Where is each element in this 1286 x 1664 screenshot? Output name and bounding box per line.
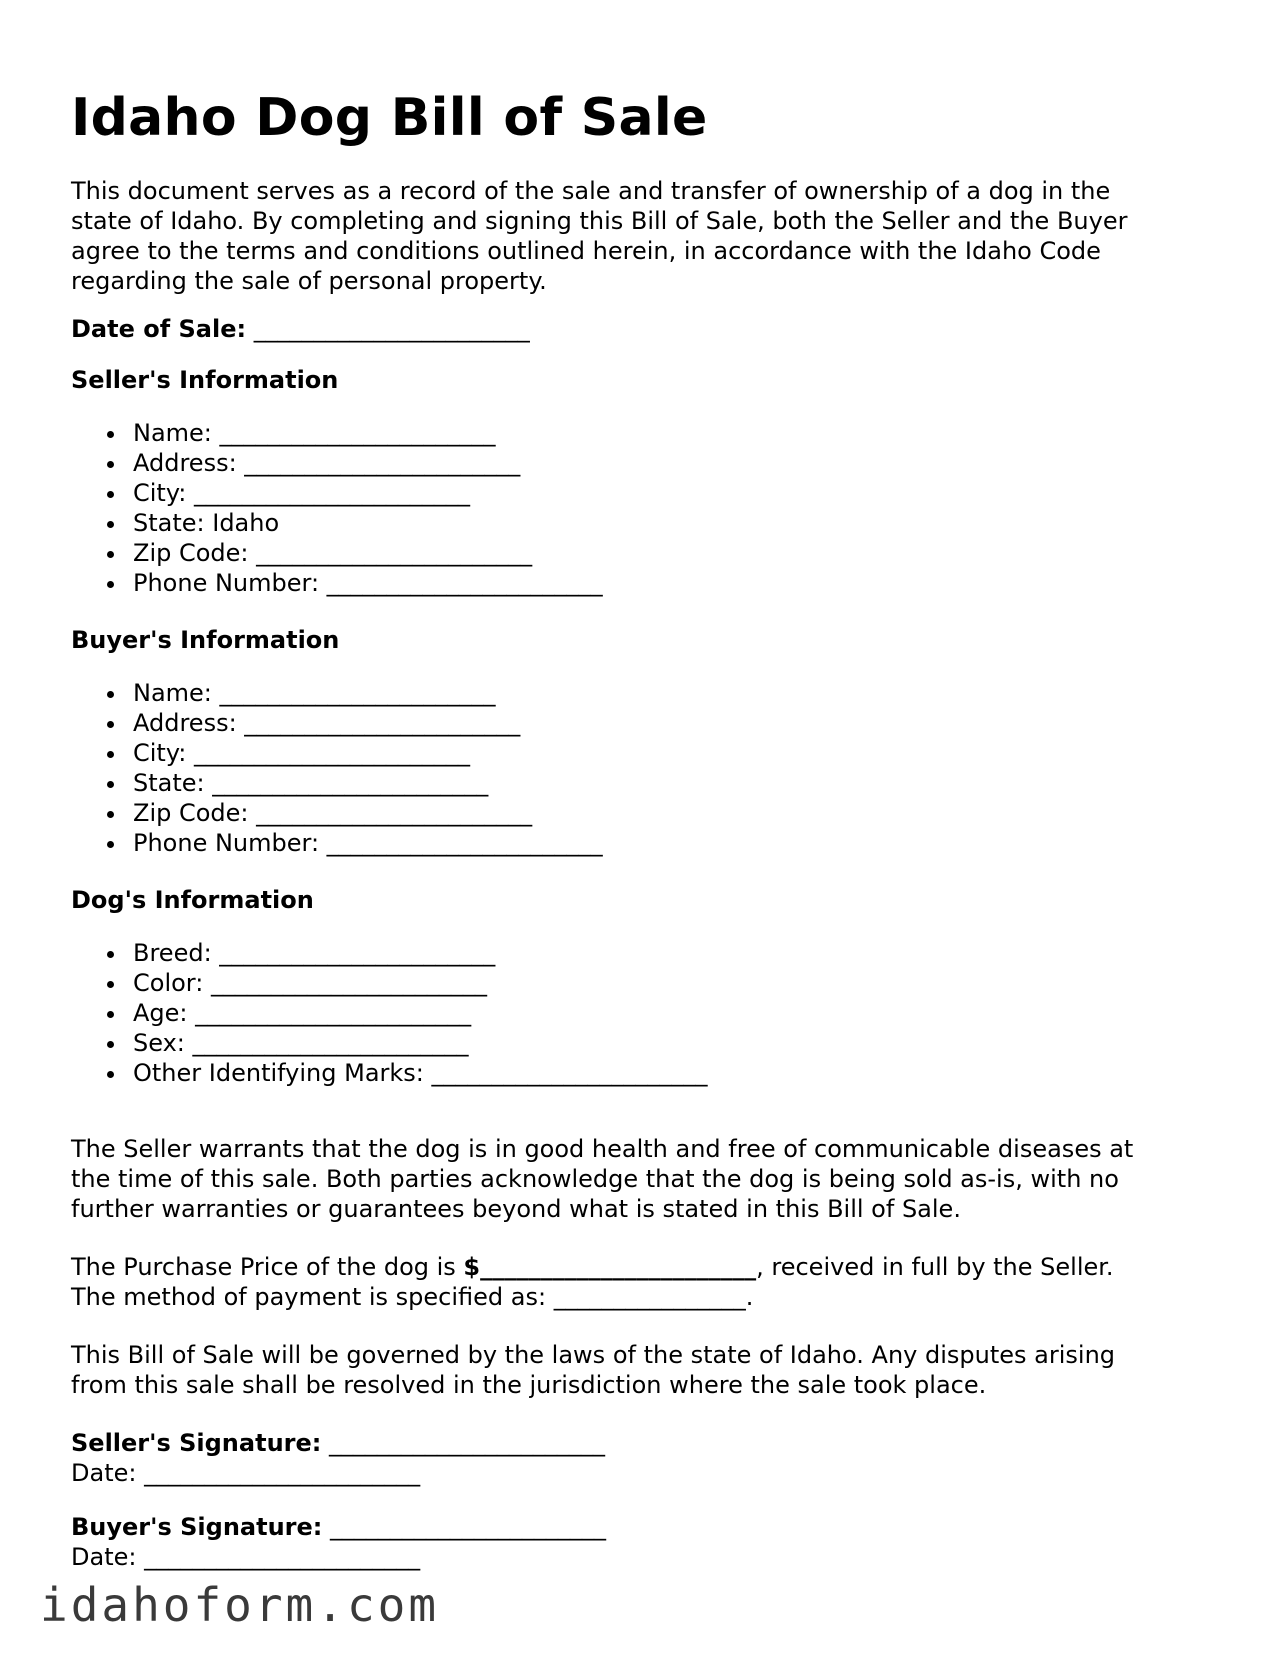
buyer-info-list [71, 678, 603, 858]
buyer-name-field[interactable]: Name: _______________________ [71, 678, 603, 708]
buyer-state-field[interactable]: State: _______________________ [71, 768, 603, 798]
seller-info-list [71, 418, 603, 598]
buyer-info-heading: Buyer's Information [71, 626, 340, 654]
buyer-phone-field[interactable]: Phone Number: _______________________ [71, 828, 603, 858]
warranty-paragraph [71, 1134, 1221, 1224]
seller-signature-block [71, 1428, 1221, 1488]
governing-line: This Bill of Sale will be governed by the laws of the state of Idaho. Any disputes arising [71, 1341, 1116, 1369]
date-of-sale-field[interactable]: _______________________ [246, 315, 530, 343]
governing-law-paragraph [71, 1340, 1221, 1400]
price-line [71, 1252, 1221, 1282]
seller-signature-field[interactable]: _______________________ [321, 1429, 605, 1457]
dog-sex-field[interactable]: Sex: _______________________ [71, 1028, 708, 1058]
buyer-signature-field[interactable]: _______________________ [322, 1513, 607, 1541]
buyer-zip-field[interactable]: Zip Code: _______________________ [71, 798, 603, 828]
intro-line: This document serves as a record of the sale and transfer of ownership of a dog in the [71, 177, 1111, 205]
governing-line: from this sale shall be resolved in the jurisdiction where the sale took place. [71, 1371, 987, 1399]
buyer-signature-block [71, 1512, 1221, 1572]
intro-line: agree to the terms and conditions outlined herein, in accordance with the Idaho Code [71, 237, 1101, 265]
intro-paragraph [71, 176, 1221, 296]
price-paragraph [71, 1252, 1221, 1312]
payment-method-field[interactable]: The method of payment is specified as: ________________. [71, 1283, 754, 1311]
document-title: Idaho Dog Bill of Sale [71, 88, 708, 148]
seller-info-heading: Seller's Information [71, 366, 339, 394]
seller-name-field[interactable]: Name: _______________________ [71, 418, 603, 448]
price-text-start: The Purchase Price of the dog is [71, 1253, 464, 1281]
warranty-line: the time of this sale. Both parties acknowledge that the dog is being sold as-is, with no [71, 1165, 1119, 1193]
dog-info-heading: Dog's Information [71, 886, 314, 914]
price-text-end: , received in full by the Seller. [756, 1253, 1114, 1281]
buyer-address-field[interactable]: Address: _______________________ [71, 708, 603, 738]
dog-info-list [71, 938, 708, 1088]
dog-breed-field[interactable]: Breed: _______________________ [71, 938, 708, 968]
dog-marks-field[interactable]: Other Identifying Marks: _______________________ [71, 1058, 708, 1088]
seller-signature-label: Seller's Signature: [71, 1429, 322, 1457]
dog-color-field[interactable]: Color: _______________________ [71, 968, 708, 998]
buyer-signature-label: Buyer's Signature: [71, 1513, 323, 1541]
seller-date-field[interactable]: Date: _______________________ [71, 1459, 421, 1487]
intro-line: state of Idaho. By completing and signing this Bill of Sale, both the Seller and the Buyer [71, 207, 1128, 235]
site-watermark: idahoform.com [40, 1578, 440, 1632]
intro-line: regarding the sale of personal property. [71, 267, 547, 295]
seller-city-field[interactable]: City: _______________________ [71, 478, 603, 508]
buyer-date-field[interactable]: Date: _______________________ [71, 1543, 421, 1571]
seller-address-field[interactable]: Address: _______________________ [71, 448, 603, 478]
seller-zip-field[interactable]: Zip Code: _______________________ [71, 538, 603, 568]
seller-state-field: State: Idaho [71, 508, 603, 538]
dog-age-field[interactable]: Age: _______________________ [71, 998, 708, 1028]
purchase-price-field[interactable]: $_______________________ [463, 1253, 757, 1281]
seller-phone-field[interactable]: Phone Number: _______________________ [71, 568, 603, 598]
date-of-sale-row [71, 314, 1221, 344]
date-of-sale-label: Date of Sale: [71, 315, 247, 343]
warranty-line: further warranties or guarantees beyond what is stated in this Bill of Sale. [71, 1195, 961, 1223]
buyer-city-field[interactable]: City: _______________________ [71, 738, 603, 768]
warranty-line: The Seller warrants that the dog is in good health and free of communicable diseases at [71, 1135, 1134, 1163]
